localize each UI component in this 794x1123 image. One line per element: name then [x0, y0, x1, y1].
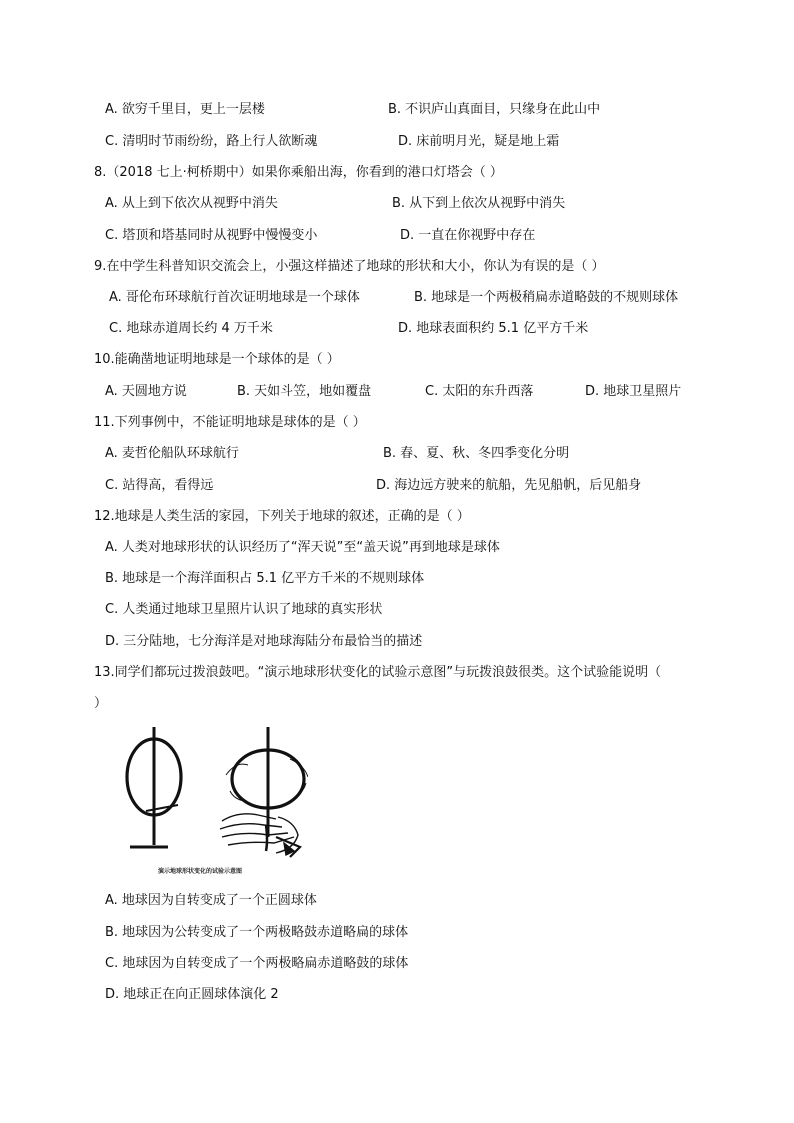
- q10-option-c: C. 太阳的东升西落: [425, 384, 534, 399]
- q13-stem: 13.同学们都玩过拨浪鼓吧。“演示地球形状变化的试验示意图”与玩拨浪鼓很类。这个试验能说明（: [94, 665, 662, 680]
- q11-stem: 11.下列事例中，不能证明地球是球体的是（ ）: [94, 415, 366, 430]
- experiment-illustration: [118, 725, 308, 865]
- hand-grip-rod: [266, 825, 267, 851]
- q9-option-b: B. 地球是一个两极稍扁赤道略鼓的不规则球体: [414, 290, 679, 305]
- q13-option-c: C. 地球因为自转变成了一个两极略扁赤道略鼓的球体: [105, 956, 409, 971]
- q9-stem: 9.在中学生科普知识交流会上，小强这样描述了地球的形状和大小，你认为有误的是（ ）: [94, 259, 605, 274]
- q13-option-a: A. 地球因为自转变成了一个正圆球体: [105, 893, 317, 908]
- q11-option-a: A. 麦哲伦船队环球航行: [105, 446, 239, 461]
- q10-option-d: D. 地球卫星照片: [585, 384, 682, 399]
- q7-option-d: D. 床前明月光，疑是地上霜: [398, 134, 560, 149]
- q12-stem: 12.地球是人类生活的家园，下列关于地球的叙述，正确的是（ ）: [94, 509, 470, 524]
- q8-stem: 8.（2018 七上·柯桥期中）如果你乘船出海，你看到的港口灯塔会（ ）: [94, 165, 503, 180]
- motion-line-left: [226, 764, 248, 775]
- q12-option-b: B. 地球是一个海洋面积占 5.1 亿平方千米的不规则球体: [105, 571, 425, 586]
- q11-option-c: C. 站得高，看得远: [105, 478, 214, 493]
- left-crossbar: [146, 805, 178, 811]
- q13-option-d: D. 地球正在向正圆球体演化 2: [105, 987, 279, 1002]
- hand-finger-2: [220, 824, 282, 829]
- q13-option-b: B. 地球因为公转变成了一个两极略鼓赤道略扁的球体: [105, 925, 409, 940]
- q11-option-d: D. 海边远方驶来的航船，先见船帆，后见船身: [376, 478, 642, 493]
- hand-finger-3: [222, 833, 288, 837]
- hand-sketch: [220, 814, 300, 857]
- q10-stem: 10.能确凿地证明地球是一个球体的是（ ）: [94, 352, 340, 367]
- q7-option-c: C. 清明时节雨纷纷，路上行人欲断魂: [105, 134, 318, 149]
- q12-option-c: C. 人类通过地球卫星照片认识了地球的真实形状: [105, 602, 383, 617]
- q7-option-b: B. 不识庐山真面目，只缘身在此山中: [388, 102, 601, 117]
- earth-shape-experiment-figure: [118, 725, 308, 865]
- q8-option-a: A. 从上到下依次从视野中消失: [105, 196, 278, 211]
- q8-option-c: C. 塔顶和塔基同时从视野中慢慢变小: [105, 228, 318, 243]
- q7-option-a: A. 欲穷千里目，更上一层楼: [105, 102, 265, 117]
- q8-option-d: D. 一直在你视野中存在: [400, 228, 536, 243]
- q11-option-b: B. 春、夏、秋、冬四季变化分明: [383, 446, 570, 461]
- figure-caption: 演示地球形状变化的试验示意图: [158, 868, 243, 875]
- q9-option-c: C. 地球赤道周长约 4 万千米: [109, 321, 273, 336]
- q10-option-a: A. 天圆地方说: [105, 384, 187, 399]
- q12-option-a: A. 人类对地球形状的认识经历了“浑天说”至“盖天说”再到地球是球体: [105, 540, 500, 555]
- q9-option-d: D. 地球表面积约 5.1 亿平方千米: [398, 321, 589, 336]
- static-ring-apparatus: [127, 727, 181, 847]
- q12-option-d: D. 三分陆地，七分海洋是对地球海陆分布最恰当的描述: [105, 634, 423, 649]
- q13-stem-continued: ）: [94, 696, 108, 711]
- spinning-ring-apparatus: [226, 727, 308, 837]
- q9-option-a: A. 哥伦布环球航行首次证明地球是一个球体: [109, 290, 360, 305]
- q8-option-b: B. 从下到上依次从视野中消失: [392, 196, 566, 211]
- q10-option-b: B. 天如斗笠，地如覆盘: [237, 384, 372, 399]
